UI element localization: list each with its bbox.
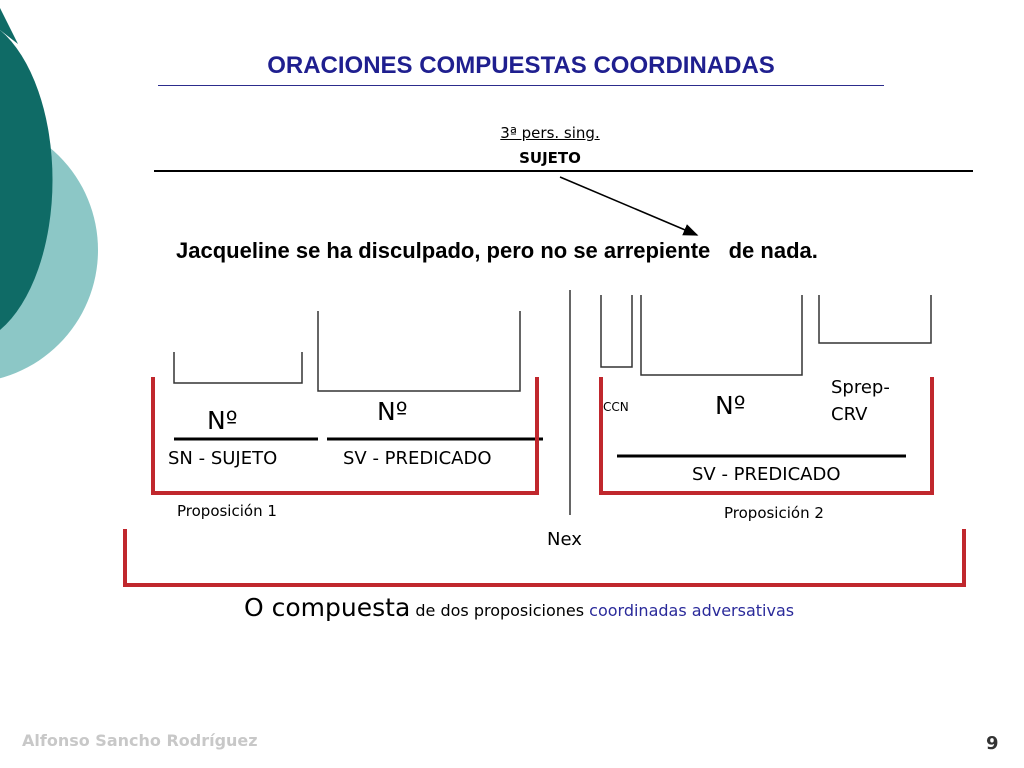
nucleus-label-1: Nº [207, 406, 238, 435]
nucleus-label-3: Nº [715, 391, 746, 420]
page-number: 9 [986, 733, 999, 754]
bracket-verb-2 [641, 295, 802, 375]
sv-predicado-label-1: SV - PREDICADO [343, 448, 492, 469]
proposition-2-label: Proposición 2 [724, 504, 824, 522]
conclusion [244, 593, 794, 622]
nex-label: Nex [547, 529, 582, 550]
crv-label: CRV [831, 404, 868, 425]
proposition-1-label: Proposición 1 [177, 502, 277, 520]
bracket-de-nada [819, 295, 931, 343]
nucleus-label-2: Nº [377, 397, 408, 426]
proposition-1-bracket [153, 377, 537, 493]
bracket-pero [601, 295, 632, 367]
sprep-label: Sprep- [831, 377, 890, 398]
subject-arrow [560, 177, 697, 235]
bracket-jacqueline [174, 352, 302, 383]
ccn-label: CCN [603, 400, 629, 414]
bracket-verb-1 [318, 311, 520, 391]
compound-bracket [125, 529, 964, 585]
sv-predicado-label-2: SV - PREDICADO [692, 464, 841, 485]
conclusion-highlight: coordinadas adversativas [589, 601, 795, 620]
author-footer: Alfonso Sancho Rodríguez [22, 731, 258, 750]
slide-title: ORACIONES COMPUESTAS COORDINADAS [267, 52, 775, 79]
person-number-note: 3ª pers. sing. [500, 124, 600, 142]
sn-sujeto-label: SN - SUJETO [168, 448, 278, 469]
subject-label: SUJETO [519, 149, 581, 167]
example-sentence: Jacqueline se ha disculpado, pero no se arrepiente de nada. [176, 238, 818, 263]
conclusion-main: O compuesta [244, 593, 411, 622]
conclusion-middle: de dos proposiciones [415, 601, 585, 620]
